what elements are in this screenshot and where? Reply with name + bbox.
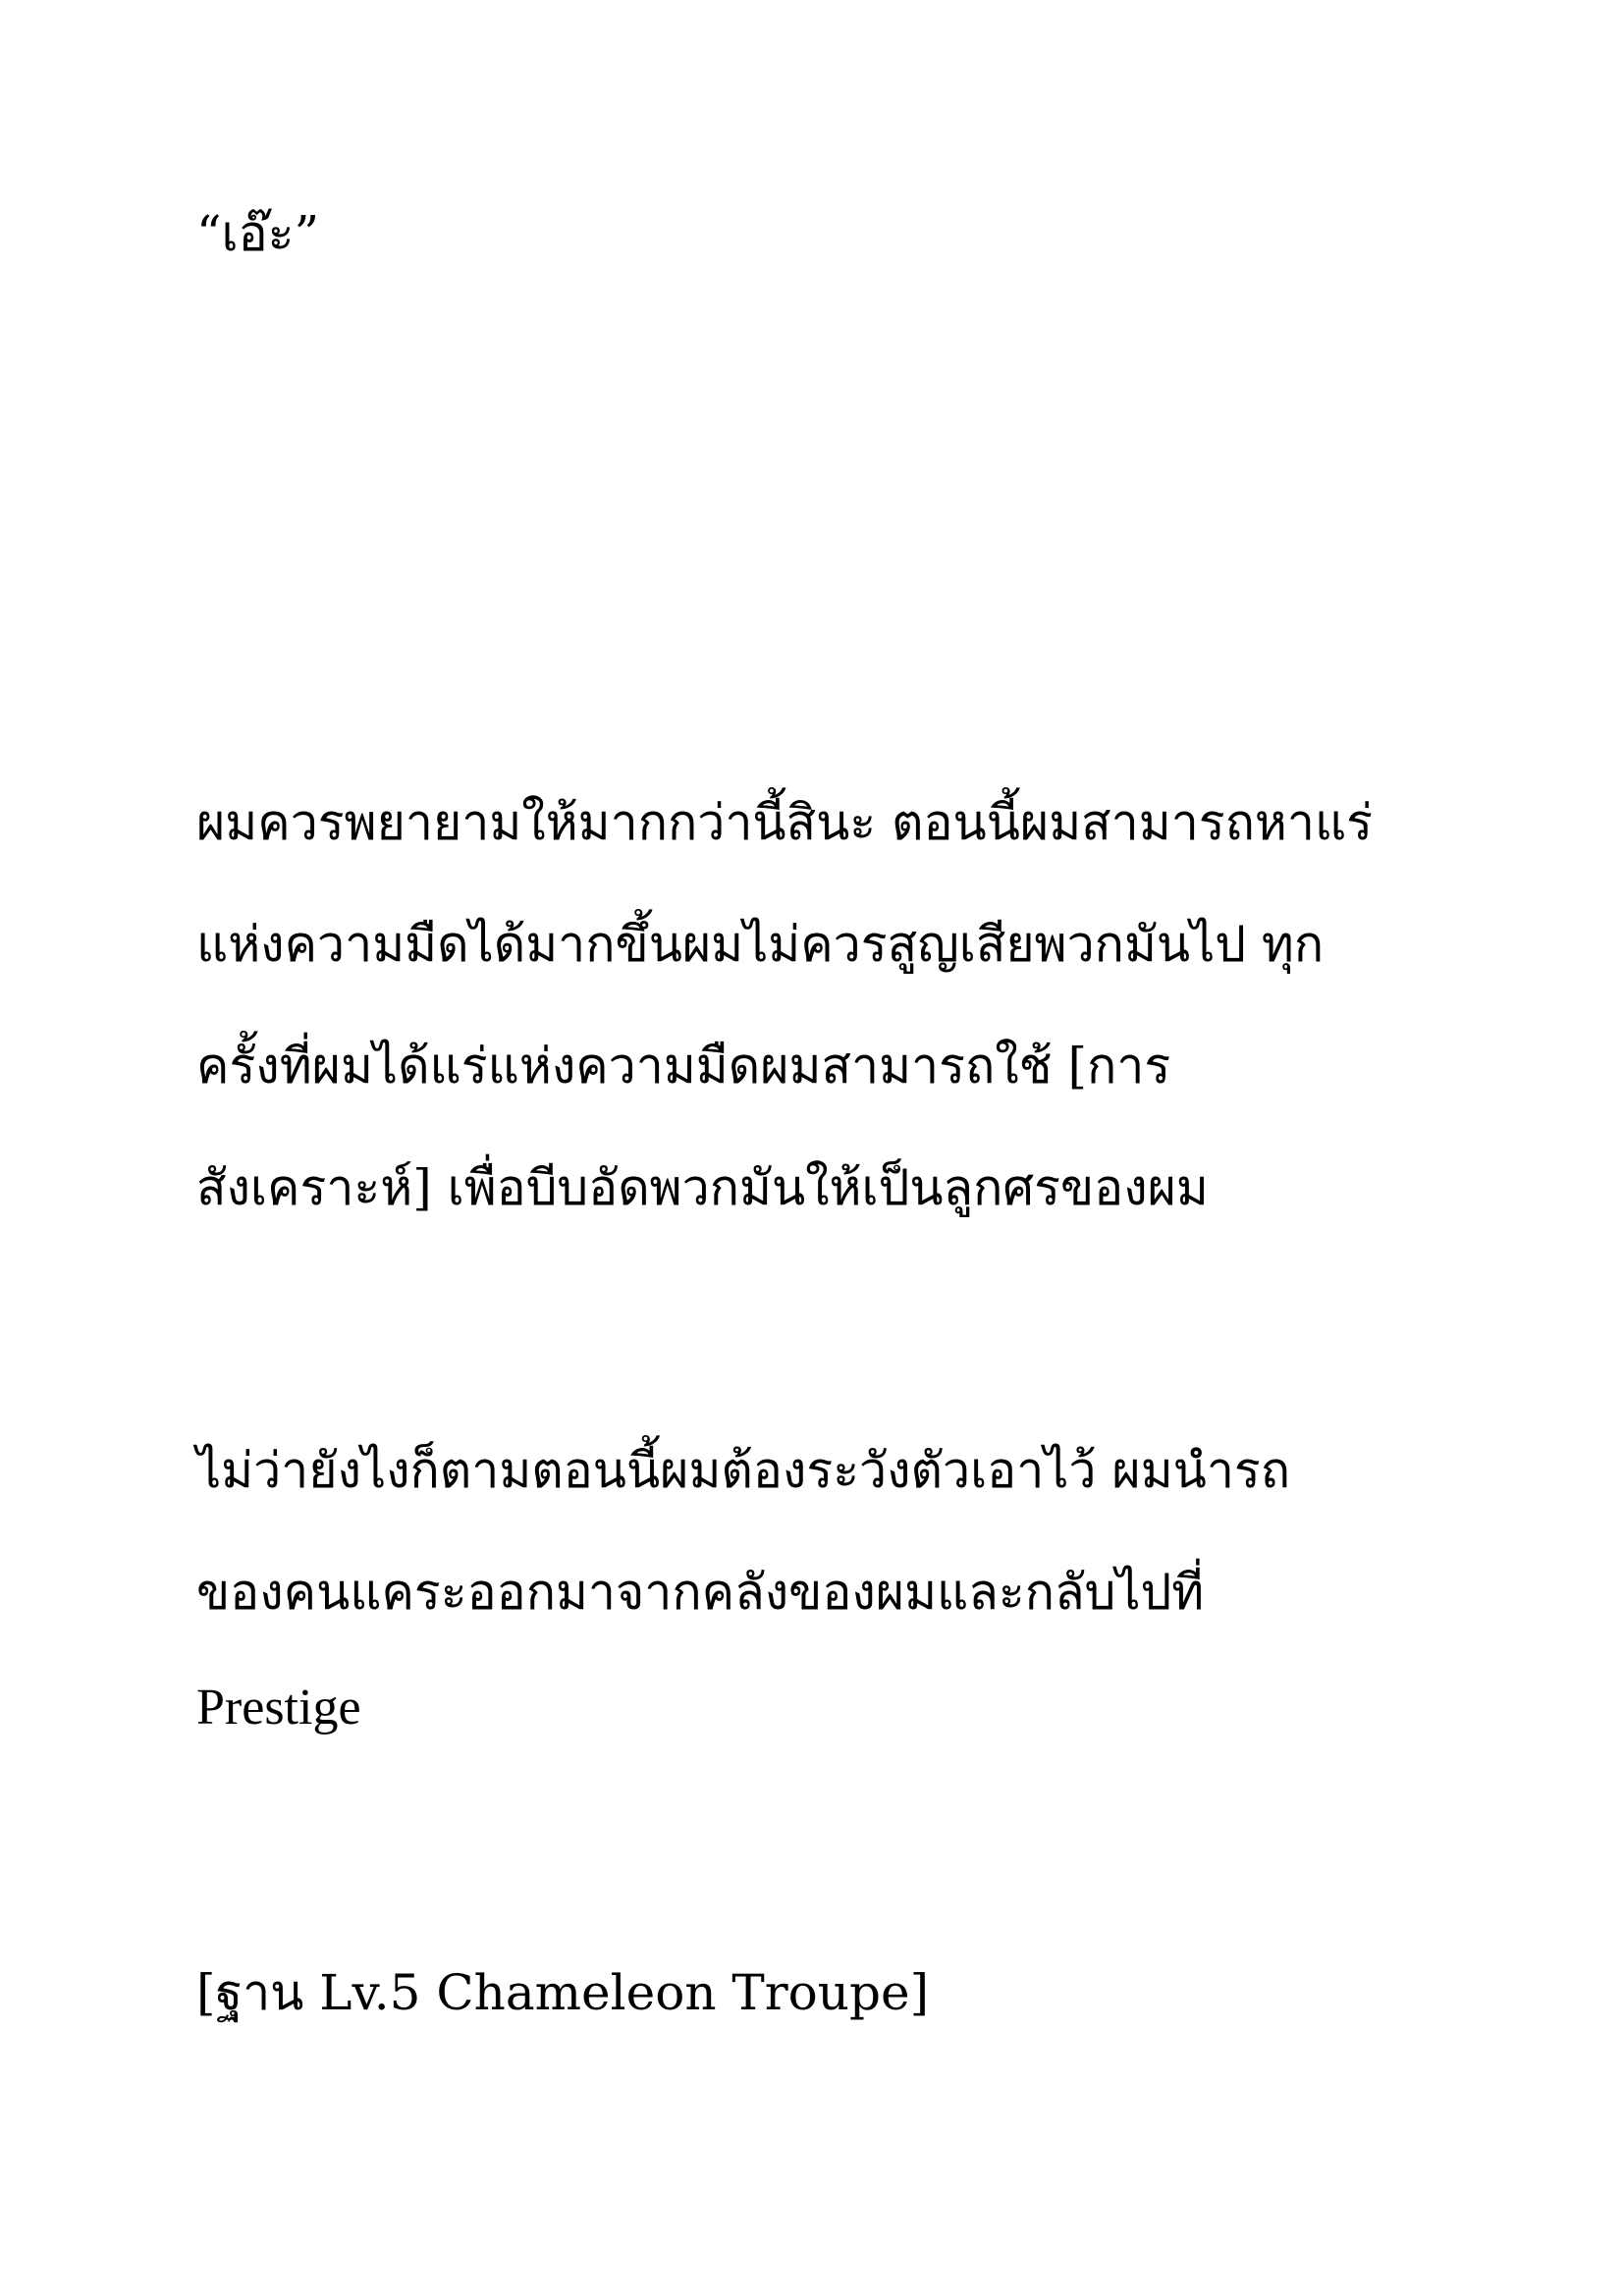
paragraph-2-line-3: Prestige — [196, 1680, 361, 1735]
paragraph-1-line-1: ผมควรพยายามให้มากกว่านี้สินะ ตอนนี้ผมสามารถหาแร่ — [196, 794, 1374, 851]
exclamation-line: “เอ๊ะ” — [196, 205, 320, 262]
status-line: [ฐาน Lv.5 Chameleon Troupe] — [196, 1964, 930, 2021]
paragraph-1-line-2: แห่งความมืดได้มากขึ้นผมไม่ควรสูญเสียพวกมันไป ทุก — [196, 916, 1325, 973]
paragraph-1-line-3: ครั้งที่ผมได้แร่แห่งความมืดผมสามารถใช้ [การ — [196, 1038, 1171, 1095]
paragraph-2-line-2: ของคนแคระออกมาจากคลังของผมและกลับไปที่ — [196, 1564, 1205, 1621]
paragraph-1-line-4: สังเคราะห์] เพื่อบีบอัดพวกมันให้เป็นลูกศรของผม — [196, 1159, 1209, 1216]
paragraph-2-line-1: ไม่ว่ายังไงก็ตามตอนนี้ผมต้องระวังตัวเอาไว้ ผมนำรถ — [196, 1442, 1291, 1499]
